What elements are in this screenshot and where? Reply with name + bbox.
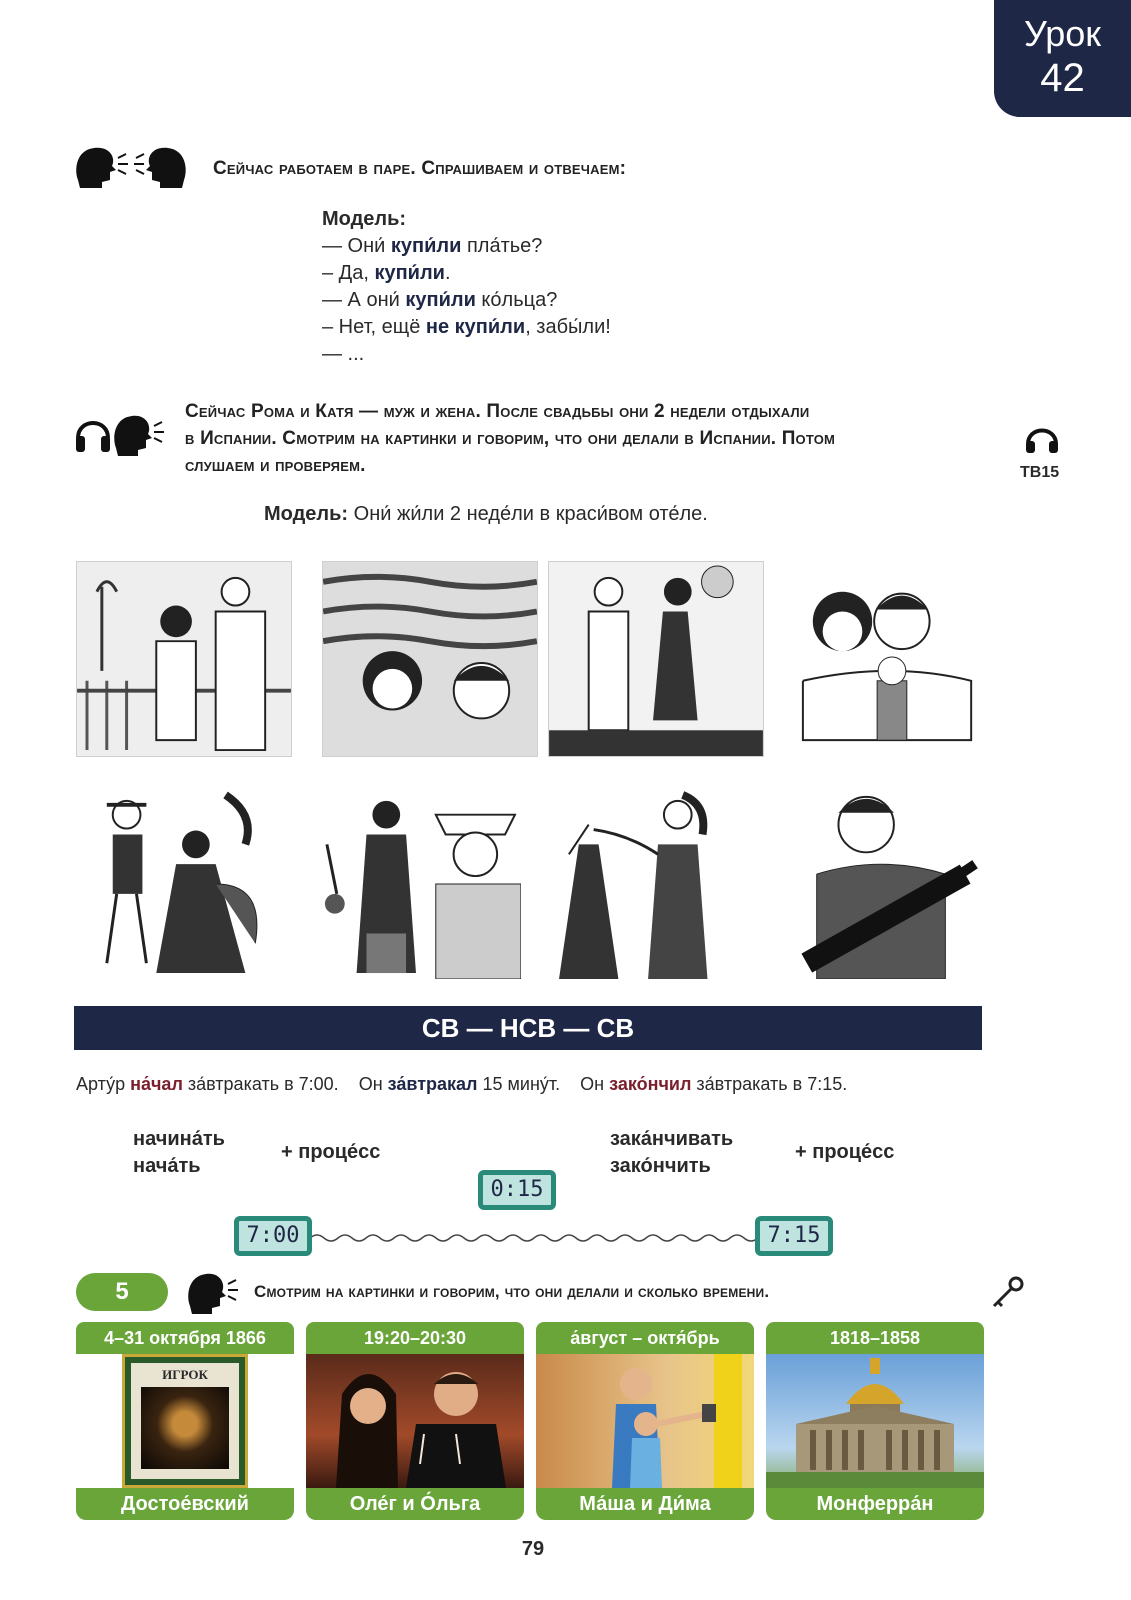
cathedral-photo (766, 1354, 984, 1488)
book-cover-image (76, 1354, 294, 1488)
book-title: ИГРОК (162, 1367, 208, 1382)
illustration-swimming (322, 561, 538, 757)
model-label: Модель: (322, 208, 407, 230)
pair-instruction: Сейчас работаем в паре. Спрашиваем и отвечаем: (213, 158, 627, 179)
card-name: Достое́вский (76, 1488, 294, 1520)
card-date: 1818–1858 (766, 1322, 984, 1354)
card-date: а́вгуст – октя́брь (536, 1322, 754, 1354)
speak-icon (186, 1270, 240, 1314)
illustration-dress (548, 784, 764, 980)
card-dostoevsky (76, 1322, 294, 1520)
card-name: Монферра́н (766, 1488, 984, 1520)
clock-end: 7:15 (755, 1216, 833, 1256)
dialog-line: – Да, купи́ли. (322, 262, 451, 284)
illustration-hotel-balcony (76, 561, 292, 757)
dialog-line: — А они́ купи́ли ко́льца? (322, 289, 558, 311)
listen-instruction: Сейчас Рома и Катя — муж и жена. После свадьбы они 2 недели отдыхали в Испании. Смотрим на картинки и говорим, что они делали в Испании. Потом слушаем и проверяем. (185, 401, 836, 476)
dinner-photo (306, 1354, 524, 1488)
key-icon[interactable] (990, 1274, 1026, 1310)
dialog-line: — Они́ купи́ли пла́тье? (322, 235, 543, 257)
pair-model (322, 206, 611, 368)
card-name: Ма́ша и Ди́ма (536, 1488, 754, 1520)
card-date: 4–31 октября 1866 (76, 1322, 294, 1354)
dialog-line: – Нет, ещё не купи́ли, забы́ли! (322, 316, 611, 338)
page-number: 79 (521, 1538, 545, 1560)
clock-start: 7:00 (234, 1216, 312, 1256)
lesson-number: 42 (1040, 56, 1085, 100)
card-oleg-olga (306, 1322, 524, 1520)
card-montferrand (766, 1322, 984, 1520)
listen-speak-icon (74, 408, 166, 456)
pair-talk-icon (72, 140, 190, 190)
start-process: + проце́сс (281, 1141, 381, 1163)
end-verbs: зака́нчивать зако́нчить (610, 1128, 734, 1177)
illustration-shopping (306, 784, 522, 980)
example-sentences: Арту́р на́чал за́втракать в 7:00. Он за́втракал 15 мину́т. Он зако́нчил за́втракать в 7:15. (76, 1074, 848, 1094)
painting-photo (536, 1354, 754, 1488)
track-label: TB15 (1020, 464, 1060, 481)
card-name: Оле́г и О́льга (306, 1488, 524, 1520)
listen-model: Модель: Они́ жи́ли 2 неде́ли в краси́вом оте́ле. (264, 503, 708, 525)
illustration-cocktail (782, 561, 998, 757)
end-process: + проце́сс (795, 1141, 895, 1163)
lesson-label: Урок (1023, 13, 1102, 54)
clock-duration: 0:15 (478, 1170, 556, 1210)
card-date: 19:20–20:30 (306, 1322, 524, 1354)
timeline-wave (310, 1230, 758, 1246)
headphones-icon[interactable] (1024, 424, 1060, 454)
card-masha-dima (536, 1322, 754, 1520)
dialog-line: — ... (322, 343, 365, 365)
illustration-flamenco (76, 784, 292, 980)
exercise5-instruction: Смотрим на картинки и говорим, что они делали и сколько времени. (254, 1282, 770, 1301)
illustration-champagne (776, 784, 992, 980)
section-title: СВ — НСВ — СВ (74, 1006, 982, 1050)
exercise-number-badge: 5 (76, 1273, 168, 1311)
lesson-tab (994, 0, 1131, 117)
start-verbs: начина́ть нача́ть (133, 1128, 225, 1177)
illustration-dancing-walk (548, 561, 764, 757)
